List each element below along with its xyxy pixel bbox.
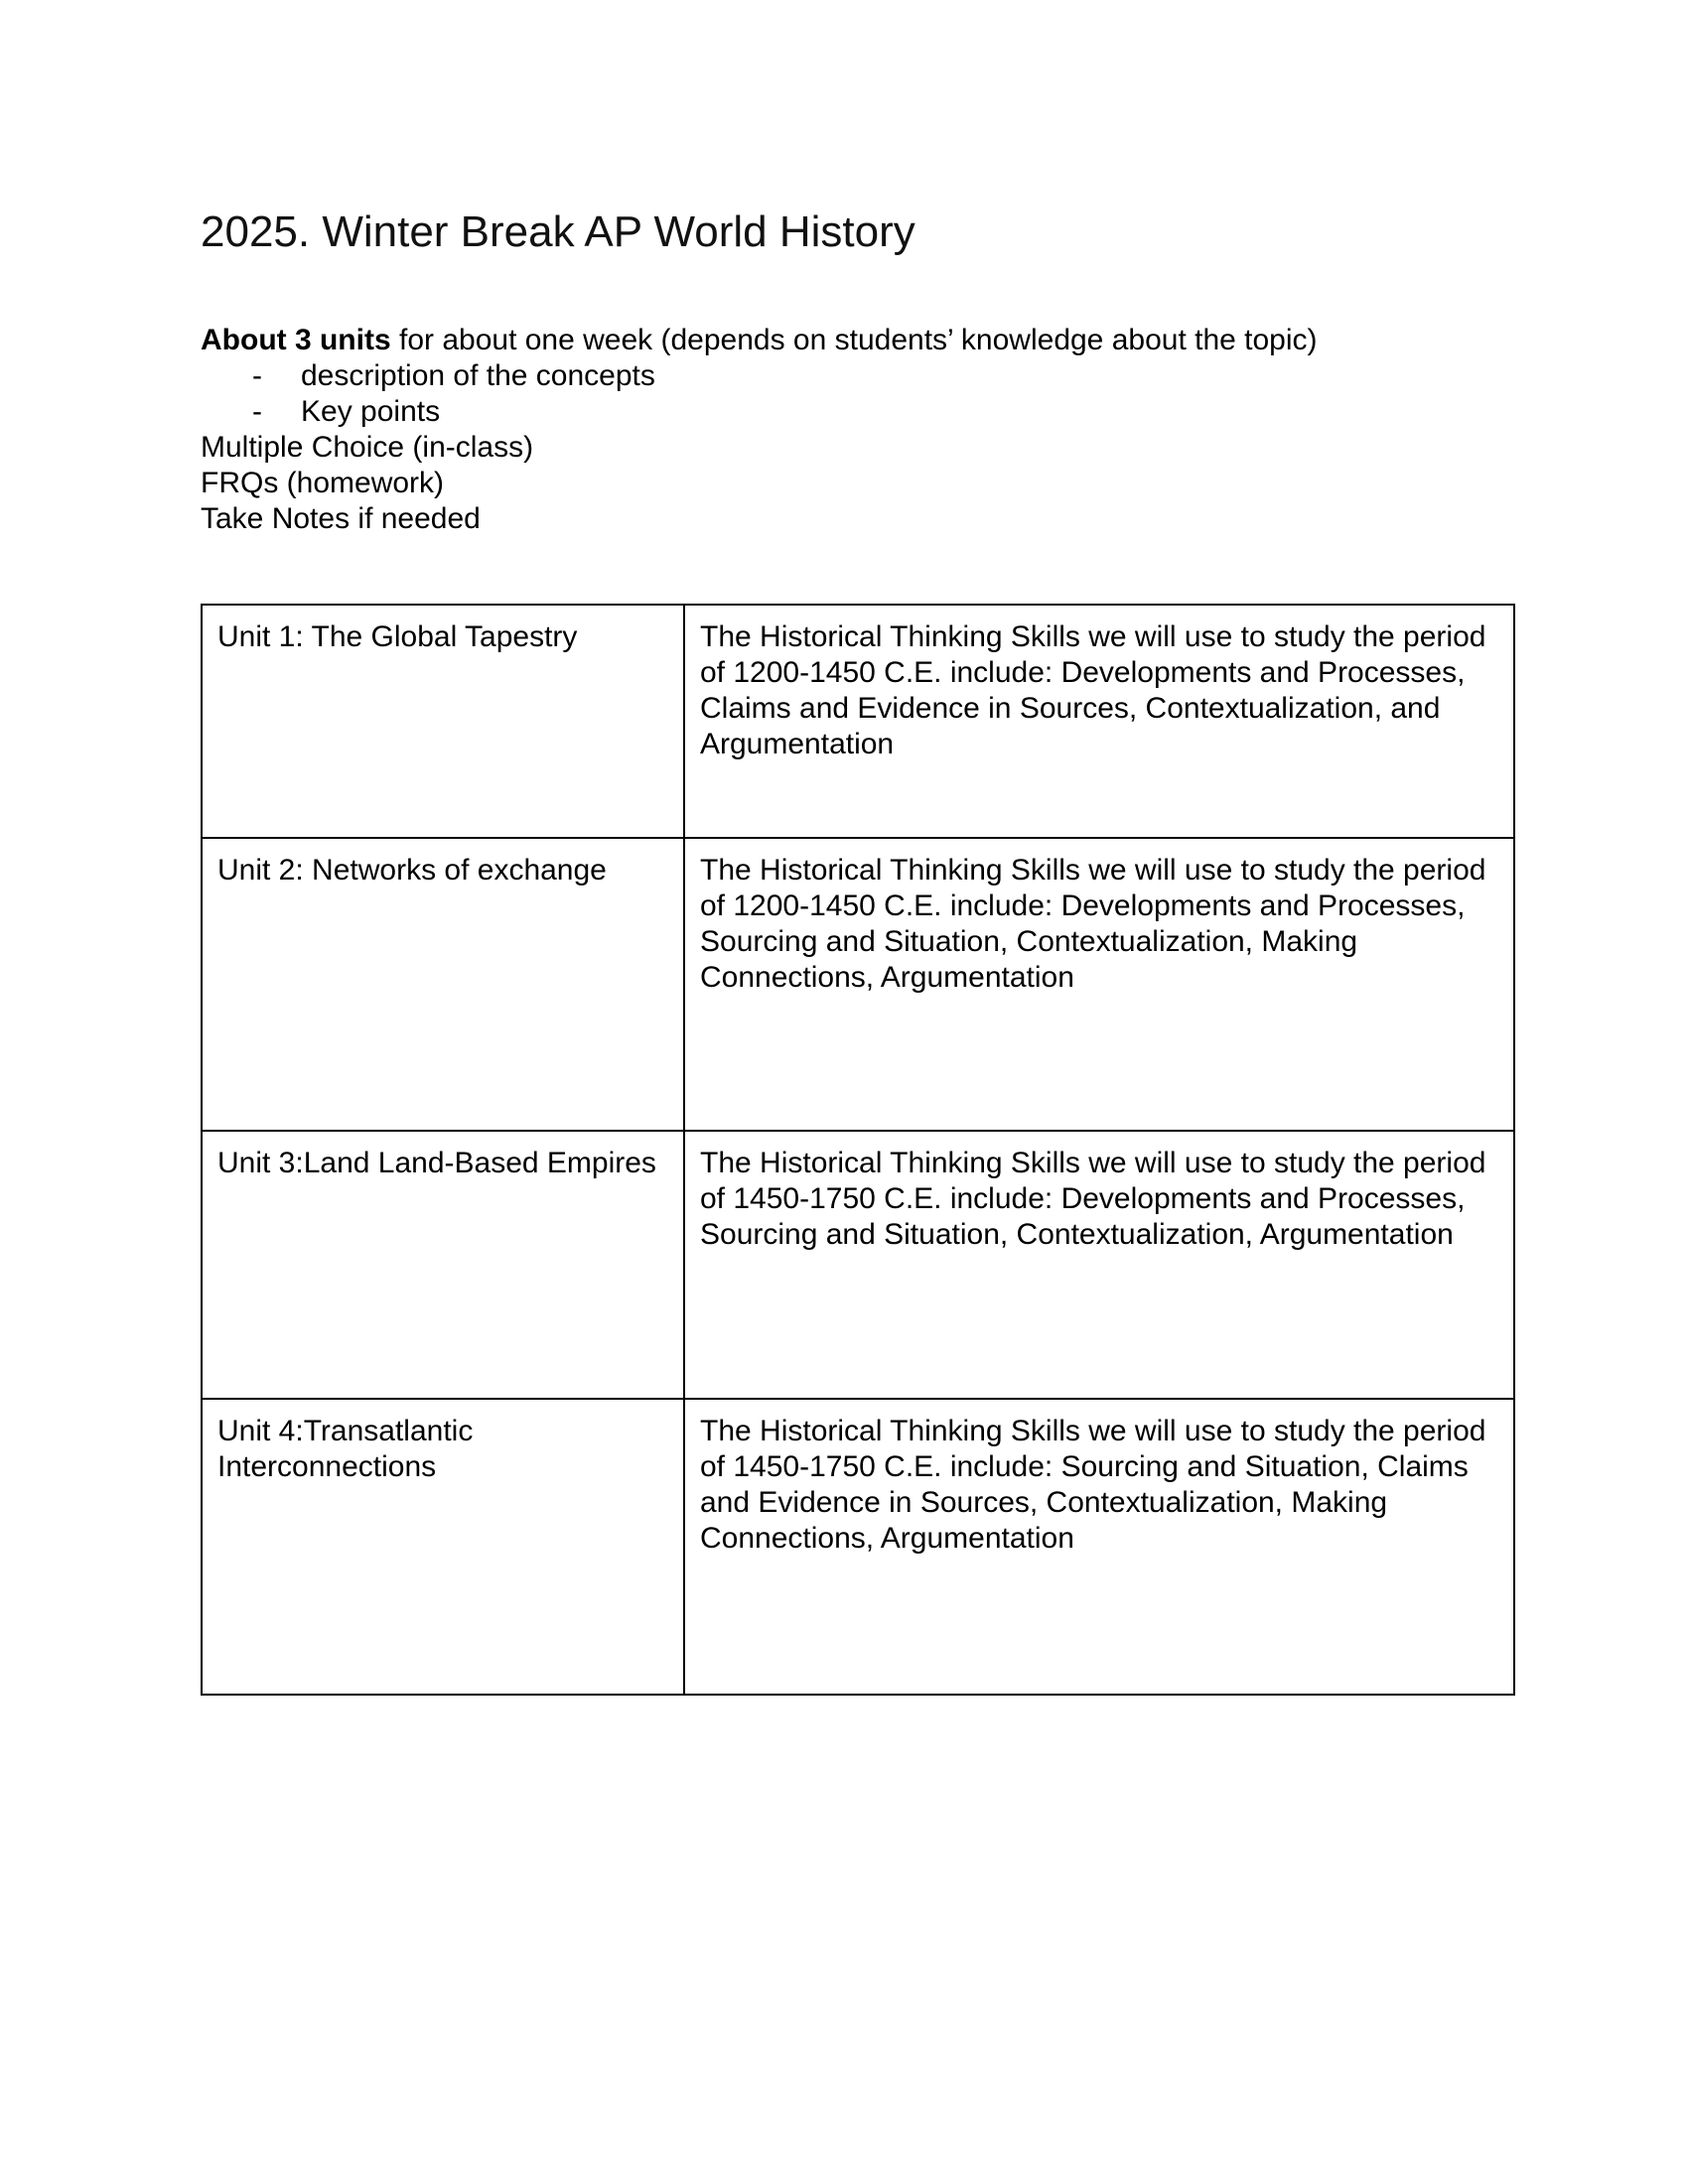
units-table	[201, 604, 1515, 1696]
table-row	[202, 838, 1514, 1131]
table-row	[202, 1131, 1514, 1399]
list-item	[201, 358, 1513, 394]
intro-bullet-list	[201, 358, 1513, 430]
unit-cell: Unit 1: The Global Tapestry	[202, 605, 684, 838]
intro-line-multiple-choice: Multiple Choice (in-class)	[201, 431, 534, 464]
description-cell: The Historical Thinking Skills we will use to study the period of 1450-1750 C.E. include: Sourcing and Situation, Claims and Evidence in Sources, Contextualization, Making Connections, Argumentation	[684, 1399, 1514, 1695]
bullet-text: Key points	[301, 395, 441, 428]
description-cell: The Historical Thinking Skills we will use to study the period of 1200-1450 C.E. include: Developments and Processes, Sourcing and Situation, Contextualization, Making Connections, Argumentation	[684, 838, 1514, 1131]
description-cell: The Historical Thinking Skills we will use to study the period of 1450-1750 C.E. include: Developments and Processes, Sourcing and Situation, Contextualization, Argumentation	[684, 1131, 1514, 1399]
table-row	[202, 1399, 1514, 1695]
unit-cell: Unit 3:Land Land-Based Empires	[202, 1131, 684, 1399]
intro-lead-rest: for about one week (depends on students’ knowledge about the topic)	[390, 324, 1318, 356]
dash-bullet-marker: -	[252, 359, 262, 392]
description-cell: The Historical Thinking Skills we will use to study the period of 1200-1450 C.E. include: Developments and Processes, Claims and Evidence in Sources, Contextualization, and Argumentation	[684, 605, 1514, 838]
table-row	[202, 605, 1514, 838]
intro-lead-bold: About 3 units	[201, 324, 391, 356]
intro-block	[201, 323, 1513, 537]
unit-cell: Unit 4:Transatlantic Interconnections	[202, 1399, 684, 1695]
dash-bullet-marker: -	[252, 395, 262, 428]
bullet-text: description of the concepts	[301, 359, 655, 392]
unit-cell: Unit 2: Networks of exchange	[202, 838, 684, 1131]
document-title: 2025. Winter Break AP World History	[201, 207, 915, 256]
intro-line-take-notes: Take Notes if needed	[201, 502, 481, 535]
intro-paragraph	[201, 323, 1513, 358]
intro-line-frqs: FRQs (homework)	[201, 467, 445, 499]
list-item	[201, 394, 1513, 430]
